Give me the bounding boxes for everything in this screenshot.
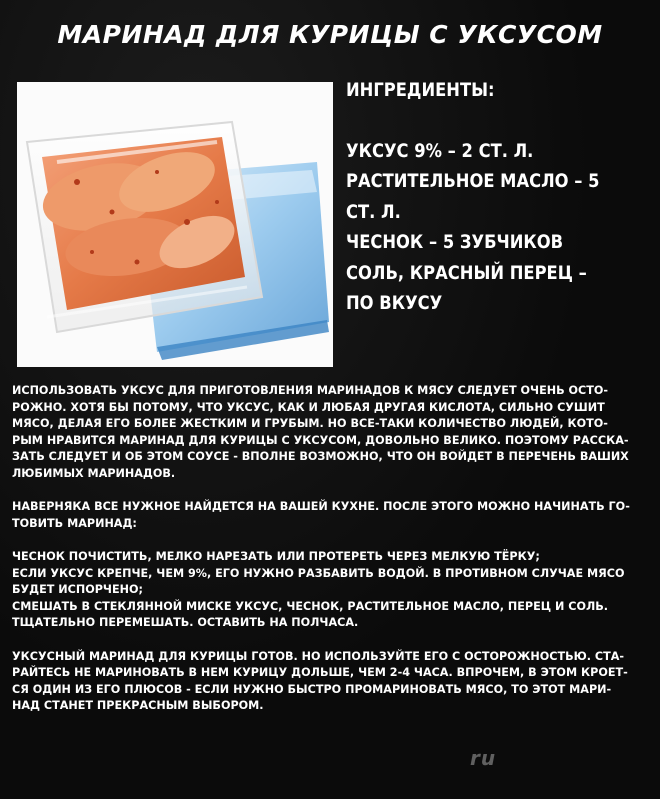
text-line: НАВЕРНЯКА ВСЕ НУЖНОЕ НАЙДЕТСЯ НА ВАШЕЙ КУХНЕ. ПОСЛЕ ЭТОГО МОЖНО НАЧИНАТЬ ГО- bbox=[12, 500, 630, 514]
text-line: СЯ ОДИН ИЗ ЕГО ПЛЮСОВ - ЕСЛИ НУЖНО БЫСТРО ПРОМАРИНОВАТЬ МЯСО, ТО ЭТОТ МАРИ- bbox=[12, 682, 612, 696]
text-line: ТЩАТЕЛЬНО ПЕРЕМЕШАТЬ. ОСТАВИТЬ НА ПОЛЧАСА. bbox=[12, 616, 359, 630]
paragraph-intro bbox=[12, 383, 652, 483]
paragraph-preparation bbox=[12, 499, 652, 532]
ingredient-line: СОЛЬ, КРАСНЫЙ ПЕРЕЦ – bbox=[346, 261, 587, 284]
chicken-marinade-photo bbox=[17, 82, 333, 367]
page-title: МАРИНАД ДЛЯ КУРИЦЫ С УКСУСОМ bbox=[57, 20, 603, 49]
text-line: МЯСО, ДЕЛАЯ ЕГО БОЛЕЕ ЖЕСТКИМ И ГРУБЫМ. НО ВСЕ-ТАКИ КОЛИЧЕСТВО ЛЮДЕЙ, КОТО- bbox=[12, 417, 608, 431]
ingredients-heading: ИНГРЕДИЕНТЫ: bbox=[346, 79, 495, 101]
text-line: СМЕШАТЬ В СТЕКЛЯННОЙ МИСКЕ УКСУС, ЧЕСНОК, РАСТИТЕЛЬНОЕ МАСЛО, ПЕРЕЦ И СОЛЬ. bbox=[12, 599, 609, 613]
text-line: РЫМ НРАВИТСЯ МАРИНАД ДЛЯ КУРИЦЫ С УКСУСОМ, ДОВОЛЬНО ВЕЛИКО. ПОЭТОМУ РАССКА- bbox=[12, 433, 629, 447]
text-line: ИСПОЛЬЗОВАТЬ УКСУС ДЛЯ ПРИГОТОВЛЕНИЯ МАРИНАДОВ К МЯСУ СЛЕДУЕТ ОЧЕНЬ ОСТО- bbox=[12, 384, 609, 397]
watermark: ru bbox=[470, 746, 497, 770]
text-line: УКСУСНЫЙ МАРИНАД ДЛЯ КУРИЦЫ ГОТОВ. НО ИСПОЛЬЗУЙТЕ ЕГО С ОСТОРОЖНОСТЬЮ. СТА- bbox=[12, 649, 625, 663]
text-line: ЕСЛИ УКСУС КРЕПЧЕ, ЧЕМ 9%, ЕГО НУЖНО РАЗБАВИТЬ ВОДОЙ. В ПРОТИВНОМ СЛУЧАЕ МЯСО bbox=[12, 566, 625, 580]
paragraph-steps bbox=[12, 549, 652, 632]
ingredient-line: ЧЕСНОК – 5 ЗУБЧИКОВ bbox=[346, 231, 564, 253]
text-line: ТОВИТЬ МАРИНАД: bbox=[12, 516, 137, 530]
text-line: НАД СТАНЕТ ПРЕКРАСНЫМ ВЫБОРОМ. bbox=[12, 699, 264, 713]
text-line: ЧЕСНОК ПОЧИСТИТЬ, МЕЛКО НАРЕЗАТЬ ИЛИ ПРОТЕРЕТЬ ЧЕРЕЗ МЕЛКУЮ ТЁРКУ; bbox=[12, 549, 540, 563]
recipe-text bbox=[12, 383, 652, 715]
text-line: БУДЕТ ИСПОРЧЕНО; bbox=[12, 583, 143, 597]
text-line: ЛЮБИМЫХ МАРИНАДОВ. bbox=[12, 466, 176, 480]
ingredients-block bbox=[346, 75, 608, 319]
text-line: РАЙТЕСЬ НЕ МАРИНОВАТЬ В НЕМ КУРИЦУ ДОЛЬШЕ, ЧЕМ 2-4 ЧАСА. ВПРОЧЕМ, В ЭТОМ КРОЕТ- bbox=[12, 666, 628, 680]
paragraph-conclusion bbox=[12, 649, 652, 715]
marinade-container-illustration bbox=[17, 82, 333, 367]
ingredient-line: ПО ВКУСУ bbox=[346, 292, 443, 314]
text-line: ЗАТЬ СЛЕДУЕТ И ОБ ЭТОМ СОУСЕ - ВПОЛНЕ ВОЗМОЖНО, ЧТО ОН ВОЙДЕТ В ПЕРЕЧЕНЬ ВАШИХ bbox=[12, 450, 629, 464]
ingredient-line: РАСТИТЕЛЬНОЕ МАСЛО – 5 bbox=[346, 170, 600, 192]
ingredient-line: СТ. Л. bbox=[346, 200, 401, 223]
ingredient-line: УКСУС 9% – 2 СТ. Л. bbox=[346, 139, 534, 162]
text-line: РОЖНО. ХОТЯ БЫ ПОТОМУ, ЧТО УКСУС, КАК И ЛЮБАЯ ДРУГАЯ КИСЛОТА, СИЛЬНО СУШИТ bbox=[12, 400, 605, 414]
